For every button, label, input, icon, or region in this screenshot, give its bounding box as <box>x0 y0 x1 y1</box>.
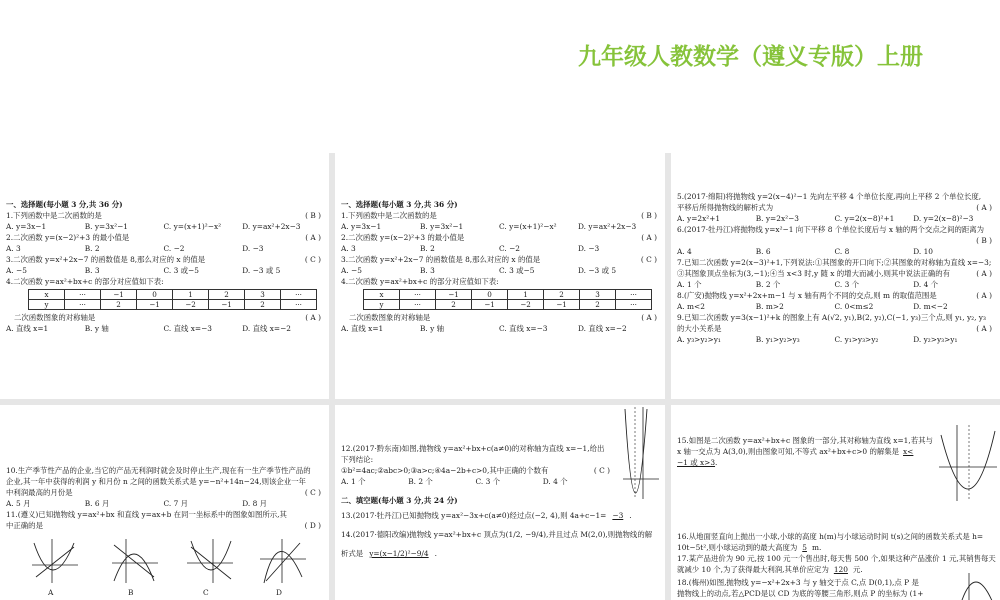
question-8-options: A. m<2 B. m>2 C. 0<m≤2 D. m<−2 <box>677 302 948 311</box>
question-2: 2.二次函数 y=(x−2)²+3 的最小值是 ( A ) <box>6 233 321 242</box>
question-6-answer-row: ( B ) <box>976 236 992 245</box>
question-1: 1.下列函数中是二次函数的是 ( B ) <box>341 211 657 220</box>
question-4: 4.二次函数 y=ax²+bx+c 的部分对应值如下表: <box>6 277 164 286</box>
question-1-options: A. y=3x−1 B. y=3x²−1 C. y=(x+1)²−x² D. y=ax²+2x−3 <box>341 222 637 231</box>
question-12-line-2: 下列结论: <box>341 455 374 464</box>
question-5-line-2: 平移后所得抛物线的解析式为 ( A ) <box>677 203 992 212</box>
section-heading: 一、选择题(每小题 3 分,共 36 分) <box>341 200 458 209</box>
question-3-options: A. −5 B. 3 C. 3 或−5 D. −3 或 5 <box>6 266 281 275</box>
question-2: 2.二次函数 y=(x−2)²+3 的最小值是 ( A ) <box>341 233 657 242</box>
question-6: 6.(2017·牡丹江)将抛物线 y=x²−1 向下平移 8 个单位长度后与 x 轴的两个交点之间的距离为 <box>677 225 985 234</box>
question-7: 7.已知二次函数 y=2(x−3)²+1,下列说法:①其图象的开口向下;②其图象的对称轴为直线 x=−3; <box>677 258 992 267</box>
page-title: 九年级人教数学（遵义专版）上册 <box>578 44 923 70</box>
question-13: 13.(2017·牡丹江)已知抛物线 y=ax²−3x+c(a≠0)经过点(−2, 4),则 4a+c−1= −3 . <box>341 511 632 520</box>
question-12-line-3: ①b²=4ac;②abc>0;③a>c;④4a−2b+c>0,其中正确的个数有 ( C ) <box>341 466 610 475</box>
graph-b <box>110 537 160 585</box>
graph-d <box>258 537 308 585</box>
parabola-graph <box>623 407 659 499</box>
slide-3[interactable] <box>671 153 1000 399</box>
graph-label-c: C <box>203 588 209 597</box>
question-4-sub: 二次函数图象的对称轴是 ( A ) <box>349 313 657 322</box>
slide-1[interactable] <box>0 153 329 399</box>
question-17-line-2: 就减少 10 个,为了获得最大利润,其单价应定为 120 元. <box>677 565 863 574</box>
question-5-options: A. y=2x²+1 B. y=2x²−3 C. y=2(x−8)²+1 D. y=2(x−8)²−3 <box>677 214 974 223</box>
question-8: 8.(广安)抛物线 y=x²+2x+m−1 与 x 轴有两个不同的交点,则 m 的取值范围是 ( A ) <box>677 291 992 300</box>
value-table: x ··· −1 0 1 2 3 ··· y ··· 2 −1 −2 −1 2 ··· <box>363 289 652 310</box>
question-10: 10.生产季节性产品的企业,当它的产品无利润时就会及时停止生产,现在有一生产季节性产品的 <box>6 466 311 475</box>
question-11: 11.(遵义)已知抛物线 y=ax²+bx 和直线 y=ax+b 在同一坐标系中的图象如图所示,其 <box>6 510 287 519</box>
question-14: 14.(2017·德阳改编)抛物线 y=ax²+bx+c 顶点为(1/2, −9/4),并且过点 M(2,0),则抛物线的解 <box>341 530 653 539</box>
question-2-options: A. 3 B. 2 C. −2 D. −3 <box>341 244 600 253</box>
question-18: 18.(梅州)如图,抛物线 y=−x²+2x+3 与 y 轴交于点 C,点 D(0,1),点 P 是 <box>677 578 919 587</box>
question-9-line-2: 的大小关系是 ( A ) <box>677 324 992 333</box>
graph-label-b: B <box>128 588 134 597</box>
slide-grid <box>0 153 1000 600</box>
question-2-options: A. 3 B. 2 C. −2 D. −3 <box>6 244 264 253</box>
graph-label-d: D <box>276 588 282 597</box>
question-10-line-3: 中利润最高的月份是 ( C ) <box>6 488 321 497</box>
question-16: 16.从地面竖直向上抛出一小球,小球的高度 h(m)与小球运动时间 t(s)之间的函数关系式是 h= <box>677 532 984 541</box>
slide-4[interactable] <box>0 405 329 600</box>
question-18-line-2: 抛物线上的动点,若△PCD是以 CD 为底的等腰三角形,则点 P 的坐标为 (1+ <box>677 589 924 598</box>
question-1-options: A. y=3x−1 B. y=3x²−1 C. y=(x+1)²−x² D. y=ax²+2x−3 <box>6 222 301 231</box>
section-heading: 一、选择题(每小题 3 分,共 36 分) <box>6 200 123 209</box>
question-4-options: A. 直线 x=1 B. y 轴 C. 直线 x=−3 D. 直线 x=−2 <box>6 324 291 333</box>
question-17: 17.某产品进价为 90 元,按 100 元一个售出时,每天售 500 个,如果这种产品涨价 1 元,其销售每天 <box>677 554 996 563</box>
graph-a <box>30 537 80 585</box>
question-6-options: A. 4 B. 6 C. 8 D. 10 <box>677 247 934 256</box>
question-9: 9.已知二次函数 y=3(x−1)²+k 的图象上有 A(√2, y₁),B(2, y₂),C(−1, y₃)三个点,则 y₁, y₂, y₃ <box>677 313 986 322</box>
slide-6[interactable] <box>671 405 1000 600</box>
question-1: 1.下列函数中是二次函数的是 ( B ) <box>6 211 321 220</box>
question-15: 15.如图是二次函数 y=ax²+bx+c 图象的一部分,其对称轴为直线 x=1,若其与 <box>677 436 933 445</box>
question-4: 4.二次函数 y=ax²+bx+c 的部分对应值如下表: <box>341 277 499 286</box>
question-9-options: A. y₃>y₂>y₁ B. y₁>y₂>y₃ C. y₁>y₃>y₂ D. y₂>y₃>y₁ <box>677 335 958 344</box>
question-11-line-2: 中正确的是 ( D ) <box>6 521 321 530</box>
question-3: 3.二次函数 y=x²+2x−7 的函数值是 8,那么对应的 x 的值是 ( C ) <box>341 255 657 264</box>
slide-2[interactable] <box>335 153 665 399</box>
graph-label-a: A <box>48 588 54 597</box>
question-14-line-2: 析式是 y=(x−1/2)²−9/4 . <box>341 549 437 558</box>
question-7-options: A. 1 个 B. 2 个 C. 3 个 D. 4 个 <box>677 280 939 289</box>
question-3-options: A. −5 B. 3 C. 3 或−5 D. −3 或 5 <box>341 266 617 275</box>
value-table: x ··· −1 0 1 2 3 ··· y ··· 2 −1 −2 −1 2 ··· <box>28 289 317 310</box>
question-15-line-3: −1 或 x>3. <box>677 458 718 467</box>
question-16-line-2: 10t−5t²,则小球运动到的最大高度为 5 m. <box>677 543 822 552</box>
question-4-options: A. 直线 x=1 B. y 轴 C. 直线 x=−3 D. 直线 x=−2 <box>341 324 627 333</box>
parabola-graph-15 <box>939 425 997 501</box>
question-12: 12.(2017·黔东南)如图,抛物线 y=ax²+bx+c(a≠0)的对称轴为直线 x=−1,给出 <box>341 444 605 453</box>
slide-5[interactable] <box>335 405 665 600</box>
question-10-options: A. 5 月 B. 6 月 C. 7 月 D. 8 月 <box>6 499 268 508</box>
question-5: 5.(2017·绵阳)将抛物线 y=2(x−4)²−1 先向左平移 4 个单位长度,再向上平移 2 个单位长度, <box>677 192 982 201</box>
question-4-sub: 二次函数图象的对称轴是 ( A ) <box>14 313 321 322</box>
question-10-line-2: 企业,其一年中获得的利润 y 和月份 n 之间的函数关系式是 y=−n²+14n−24,则该企业一年 <box>6 477 306 486</box>
question-3: 3.二次函数 y=x²+2x−7 的函数值是 8,那么对应的 x 的值是 ( C ) <box>6 255 321 264</box>
section-heading-2: 二、填空题(每小题 3 分,共 24 分) <box>341 496 458 505</box>
question-7-line-2: ③其图象顶点坐标为(3,−1);④当 x<3 时,y 随 x 的增大而减小,则其中说法正确的有 ( A ) <box>677 269 992 278</box>
question-12-options: A. 1 个 B. 2 个 C. 3 个 D. 4 个 <box>341 477 568 486</box>
question-15-line-2: x 轴一交点为 A(3,0),则由图象可知,不等式 ax²+bx+c>0 的解集是 x< <box>677 447 914 456</box>
parabola-graph-18 <box>959 573 999 600</box>
graph-c <box>185 537 235 585</box>
